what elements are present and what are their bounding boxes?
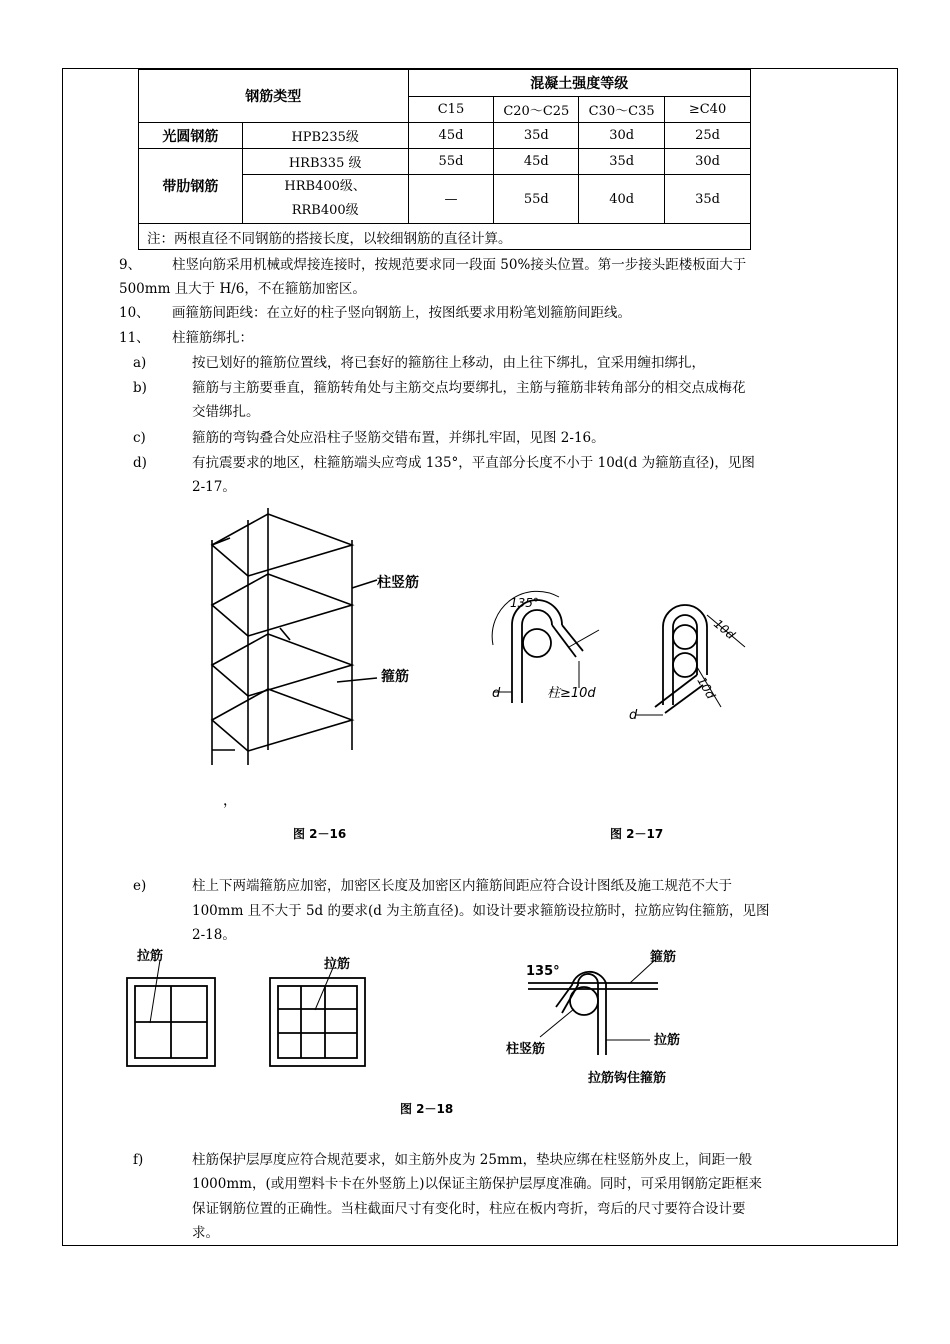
category-plain: 光圆钢筋 xyxy=(139,123,243,149)
item-e-label: e) xyxy=(133,878,147,894)
table-cell: 30d xyxy=(579,123,665,149)
item-d-text: 有抗震要求的地区，柱箍筋端头应弯成 135°，平直部分长度不小于 10d(d 为箍筋直径)，见图 xyxy=(192,455,755,471)
item-c-label: c) xyxy=(133,430,146,446)
table-header-type: 钢筋类型 xyxy=(139,70,409,123)
item-9-text-cont: 500mm 且大于 H/6，不在箍筋加密区。 xyxy=(119,281,366,297)
label-d-left: d xyxy=(492,686,501,701)
item-f-text-cont1: 1000mm，(或用塑料卡卡在外竖筋上)以保证主筋保护层厚度准确。同时，可采用钢筋定距框来 xyxy=(192,1176,762,1192)
table-cell: 30d xyxy=(665,149,751,175)
item-11-number: 11、 xyxy=(119,330,150,346)
item-d-text-cont: 2-17。 xyxy=(192,479,236,495)
label-column-bar-2: 柱竖筋 xyxy=(506,1042,546,1057)
label-10d-bottom: 10d xyxy=(694,674,718,702)
label-tie-2: 拉筋 xyxy=(324,957,351,972)
label-10d-top: 10d xyxy=(711,616,738,643)
type-hpb235: HPB235级 xyxy=(242,123,408,149)
item-e-text: 柱上下两端箍筋应加密，加密区长度及加密区内箍筋间距应符合设计图纸及施工规范不大于 xyxy=(192,878,732,894)
item-b-text: 箍筋与主筋要垂直，箍筋转角处与主筋交点均要绑扎，主筋与箍筋非转角部分的相交点成梅花 xyxy=(192,380,746,396)
label-stirrup: 箍筋 xyxy=(381,669,409,685)
figure-2-17 xyxy=(475,585,775,850)
item-b-text-cont: 交错绑扎。 xyxy=(192,404,260,420)
item-f-text-cont2: 保证钢筋位置的正确性。当柱截面尺寸有变化时，柱应在板内弯折，弯后的尺寸要符合设计要 xyxy=(192,1201,746,1217)
item-f-text-cont3: 求。 xyxy=(192,1225,219,1241)
figure-2-16 xyxy=(195,500,455,850)
type-hrb335: HRB335 级 xyxy=(242,149,408,175)
label-angle-135: 135° xyxy=(526,964,560,979)
grade-c20-c25: C20～C25 xyxy=(494,97,579,123)
table-cell: 40d xyxy=(579,175,665,224)
item-f-label: f) xyxy=(133,1152,144,1168)
label-column-10d: 柱≥10d xyxy=(547,686,596,701)
table-cell: 55d xyxy=(408,149,494,175)
item-b-label: b) xyxy=(133,380,147,396)
item-a-label: a) xyxy=(133,355,147,371)
table-cell: 35d xyxy=(579,149,665,175)
lap-length-table xyxy=(138,69,751,250)
label-stirrup-2: 箍筋 xyxy=(650,950,677,965)
category-ribbed: 带肋钢筋 xyxy=(139,149,243,224)
item-d-label: d) xyxy=(133,455,147,471)
table-header-grade: 混凝土强度等级 xyxy=(408,70,750,97)
table-note: 注：两根直径不同钢筋的搭接长度，以较细钢筋的直径计算。 xyxy=(139,224,751,250)
item-10-number: 10、 xyxy=(119,305,150,321)
table-cell: 55d xyxy=(494,175,579,224)
grade-c30-c35: C30～C35 xyxy=(579,97,665,123)
caption-2-18: 图 2－18 xyxy=(400,1102,454,1116)
label-hook: 拉筋钩住箍筋 xyxy=(588,1071,667,1086)
figure-2-18 xyxy=(110,945,710,1120)
item-f-text: 柱筋保护层厚度应符合规范要求，如主筋外皮为 25mm，垫块应绑在柱竖筋外皮上，间距一般 xyxy=(192,1152,753,1168)
stray-mark: ， xyxy=(223,793,237,809)
grade-c40: ≥C40 xyxy=(665,97,751,123)
item-e-text-cont1: 100mm 且不大于 5d 的要求(d 为主筋直径)。如设计要求箍筋设拉筋时，拉筋应钩住箍筋，见图 xyxy=(192,903,770,919)
label-column-bar: 柱竖筋 xyxy=(377,575,419,591)
table-cell: 45d xyxy=(408,123,494,149)
caption-2-16: 图 2－16 xyxy=(293,827,347,841)
item-11-text: 柱箍筋绑扎： xyxy=(172,330,253,346)
item-c-text: 箍筋的弯钩叠合处应沿柱子竖筋交错布置，并绑扎牢固，见图 2-16。 xyxy=(192,430,605,446)
table-cell: 35d xyxy=(665,175,751,224)
item-10-text: 画箍筋间距线：在立好的柱子竖向钢筋上，按图纸要求用粉笔划箍筋间距线。 xyxy=(172,305,631,321)
item-9-number: 9、 xyxy=(119,257,142,273)
table-cell: 45d xyxy=(494,149,579,175)
grade-c15: C15 xyxy=(408,97,494,123)
label-d-right: d xyxy=(629,708,638,723)
type-hrb400: HRB400级、RRB400级 xyxy=(242,175,408,224)
label-angle: 135° xyxy=(510,596,539,610)
item-e-text-cont2: 2-18。 xyxy=(192,927,236,943)
table-cell: 25d xyxy=(665,123,751,149)
label-tie-1: 拉筋 xyxy=(137,949,164,964)
label-tie-3: 拉筋 xyxy=(654,1033,681,1048)
table-cell: — xyxy=(408,175,494,224)
item-a-text: 按已划好的箍筋位置线，将已套好的箍筋往上移动，由上往下绑扎，宜采用缠扣绑扎， xyxy=(192,355,705,371)
table-cell: 35d xyxy=(494,123,579,149)
item-9-text: 柱竖向筋采用机械或焊接连接时，按规范要求同一段面 50%接头位置。第一步接头距楼板面大于 xyxy=(172,257,747,273)
caption-2-17: 图 2－17 xyxy=(610,827,664,841)
